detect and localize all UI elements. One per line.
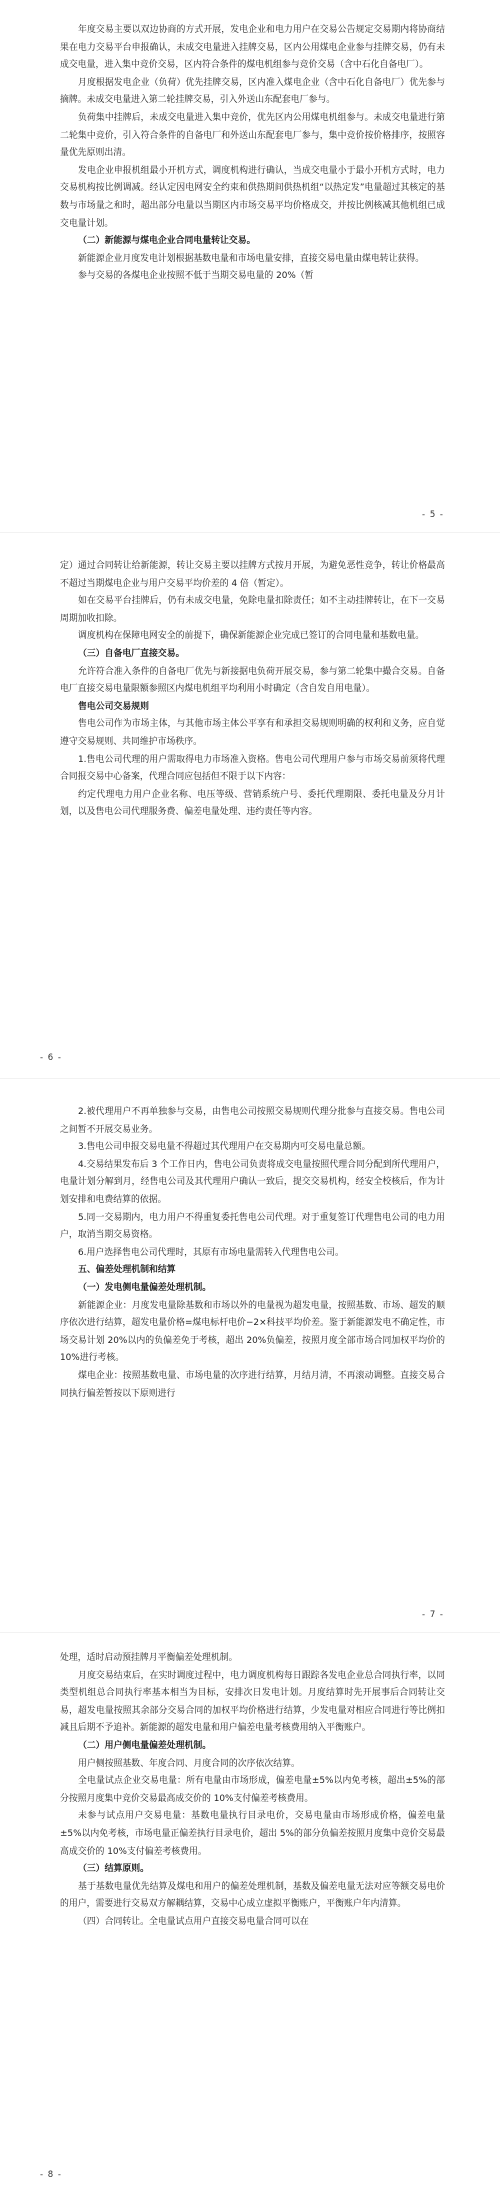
paragraph: 允许符合准入条件的自备电厂优先与新接据电负荷开展交易，参与第二轮集中撮合交易。自备电厂直接交易电量限额参照区内煤电机组平均利用小时确定（含自发自用电量）。 [60, 666, 445, 695]
page-number: - 7 - [422, 1610, 444, 1620]
paragraph: （四）合同转让。全电量试点用户直接交易电量合同可以在 [78, 1916, 309, 1927]
paragraph: 基于基数电量优先结算及煤电和用户的偏差处理机制，基数及偏差电量无法对应等额交易电价的用户，需要进行交易双方解耦结算，交易中心成立虚拟平衡账户，平衡账户年内清算。 [60, 1881, 445, 1910]
paragraph: 如在交易平台挂牌后，仍有未成交电量，免除电量扣除责任；如不主动挂牌转让，在下一交易周期加收扣除。 [60, 596, 445, 624]
paragraph: 定）通过合同转让给新能源，转让交易主要以挂牌方式按月开展，为避免恶性竞争，转让价格最高不超过当期煤电企业与用户交易平均价差的 4 倍（暂定）。 [60, 561, 445, 589]
paragraph: 3.售电公司申报交易电量不得超过其代理用户在交易期内可交易电量总额。 [78, 1142, 371, 1153]
paragraph: 处理，适时启动预挂牌月平衡偏差处理机制。 [60, 1653, 238, 1663]
page-8 [0, 1650, 500, 1932]
paragraph: 调度机构在保障电网安全的前提下，确保新能源企业完成已签订的合同电量和基数电量。 [78, 631, 425, 642]
paragraph: 发电企业申报机组最小开机方式，调度机构进行确认，当成交电量小于最小开机方式时，电力交易机构按比例调减。经认定因电网安全约束和供热期间供热机组“以热定发”电量超过其核定的基数与市场量之和时，超出部分电量以当期区内市场交易平均价格成交，并按比例核减其他机组已成交电量计划。 [60, 165, 445, 229]
page-number: - 8 - [40, 2170, 62, 2180]
page-divider [0, 1632, 500, 1633]
page-divider [0, 1078, 500, 1079]
paragraph: 4.交易结果发布后 3 个工作日内，售电公司负责将成交电量按照代理合同分配到所代理用户，电量计划分解到月，经售电公司及其代理用户确认一致后，提交交易机构，经安全校核后，作为计划安排和电费结算的依据。 [60, 1159, 445, 1205]
paragraph: 新能源企业：月度发电量除基数和市场以外的电量视为超发电量，按照基数、市场、超发的顺序依次进行结算，超发电量价格=煤电标杆电价−2×科技平均价差。鉴于新能源发电不确定性，市场交易计划 20%以内的负偏差免于考核，超出 20%负偏差，按照月度全部市场合同加权平均价的 10%进行考核。 [60, 1300, 445, 1364]
page-5 [0, 22, 500, 286]
paragraph: 月度根据发电企业（负荷）优先挂牌交易，区内准入煤电企业（含中石化自备电厂）优先参与摘牌。未成交电量进入第二轮挂牌交易，引入外送山东配套电厂参与。 [60, 77, 445, 106]
section-heading: 售电公司交易规则 [78, 701, 149, 712]
paragraph: 年度交易主要以双边协商的方式开展，发电企业和电力用户在交易公告规定交易期内将协商结果在电力交易平台申报确认，未成交电量进入挂牌交易，区内公用煤电企业参与挂牌交易，仍有未成交电量，进入集中竞价交易，区内符合条件的煤电机组参与竞价交易（含中石化自备电厂）。 [60, 25, 445, 71]
section-heading: （一）发电侧电量偏差处理机制。 [78, 1282, 212, 1293]
paragraph: 售电公司作为市场主体，与其他市场主体公平享有和承担交易规则明确的权利和义务，应自觉遵守交易规则、共同维护市场秩序。 [60, 719, 445, 747]
section-heading: （三）自备电厂直接交易。 [78, 648, 185, 659]
paragraph: 用户侧按照基数、年度合同、月度合同的次序依次结算。 [78, 1758, 300, 1769]
paragraph: 5.同一交易期内，电力用户不得重复委托售电公司代理。对于重复签订代理售电公司的电力用户，取消当期交易资格。 [60, 1212, 445, 1241]
page-number: - 6 - [40, 1053, 62, 1063]
paragraph: 全电量试点企业交易电量：所有电量由市场形成，偏差电量±5%以内免考核，超出±5%的部分按照月度集中竞价交易最高成交价的 10%支付偏差考核费用。 [60, 1776, 445, 1804]
paragraph: 月度交易结束后，在实时调度过程中，电力调度机构每日跟踪各发电企业总合同执行率，以同类型机组总合同执行率基本相当为目标，安排次日发电计划。月度结算时先开展事后合同转让交易，超发电量按照其余部分交易合同的加权平均价格进行结算，少发电量对相应合同进行等比例扣减且后期不予追补。新能源的超发电量和用户偏差电量考核费用纳入平衡账户。 [60, 1670, 445, 1734]
page-number: - 5 - [422, 510, 444, 520]
section-heading: （二）新能源与煤电企业合同电量转让交易。 [78, 236, 256, 247]
paragraph: 1.售电公司代理的用户需取得电力市场准入资格。售电公司代理用户参与市场交易前须将代理合同报交易中心备案，代理合同应包括但不限于以下内容： [60, 754, 445, 783]
page-divider [0, 532, 500, 533]
paragraph: 未参与试点用户交易电量：基数电量执行目录电价，交易电量由市场形成价格，偏差电量±5%以内免考核，市场电量正偏差执行目录电价，超出 5%的部分负偏差按照月度集中竞价交易最高成交价的 10%支付偏差考核费用。 [60, 1811, 445, 1857]
paragraph: 新能源企业月度发电计划根据基数电量和市场电量安排，直接交易电量由煤电转让获得。 [78, 253, 425, 264]
paragraph: 煤电企业：按照基数电量、市场电量的次序进行结算，月结月清，不再滚动调整。直接交易合同执行偏差暂按以下原则进行 [60, 1370, 445, 1399]
section-heading: （二）用户侧电量偏差处理机制。 [78, 1740, 212, 1751]
section-heading: （三）结算原则。 [78, 1864, 149, 1875]
paragraph: 约定代理电力用户企业名称、电压等级、营销系统户号、委托代理期限、委托电量及分月计划，以及售电公司代理服务费、偏差电量处理、违约责任等内容。 [60, 789, 445, 818]
paragraph: 参与交易的各煤电企业按照不低于当期交易电量的 20%（暂 [78, 271, 314, 282]
section-heading: 五、偏差处理机制和结算 [78, 1265, 176, 1276]
paragraph: 6.用户选择售电公司代理时，其原有市场电量需转入代理售电公司。 [78, 1247, 344, 1258]
page-7 [0, 1104, 500, 1403]
paragraph: 负荷集中挂牌后，未成交电量进入集中竞价，优先区内公用煤电机组参与。未成交电量进行第二轮集中竞价，引入符合条件的自备电厂和外送山东配套电厂参与，集中竞价按价格排序，按照容量优先原则出清。 [60, 112, 445, 159]
paragraph: 2.被代理用户不再单独参与交易，由售电公司按照交易规则代理分批参与直接交易。售电公司之间暂不开展交易业务。 [60, 1107, 445, 1135]
page-6 [0, 558, 500, 822]
